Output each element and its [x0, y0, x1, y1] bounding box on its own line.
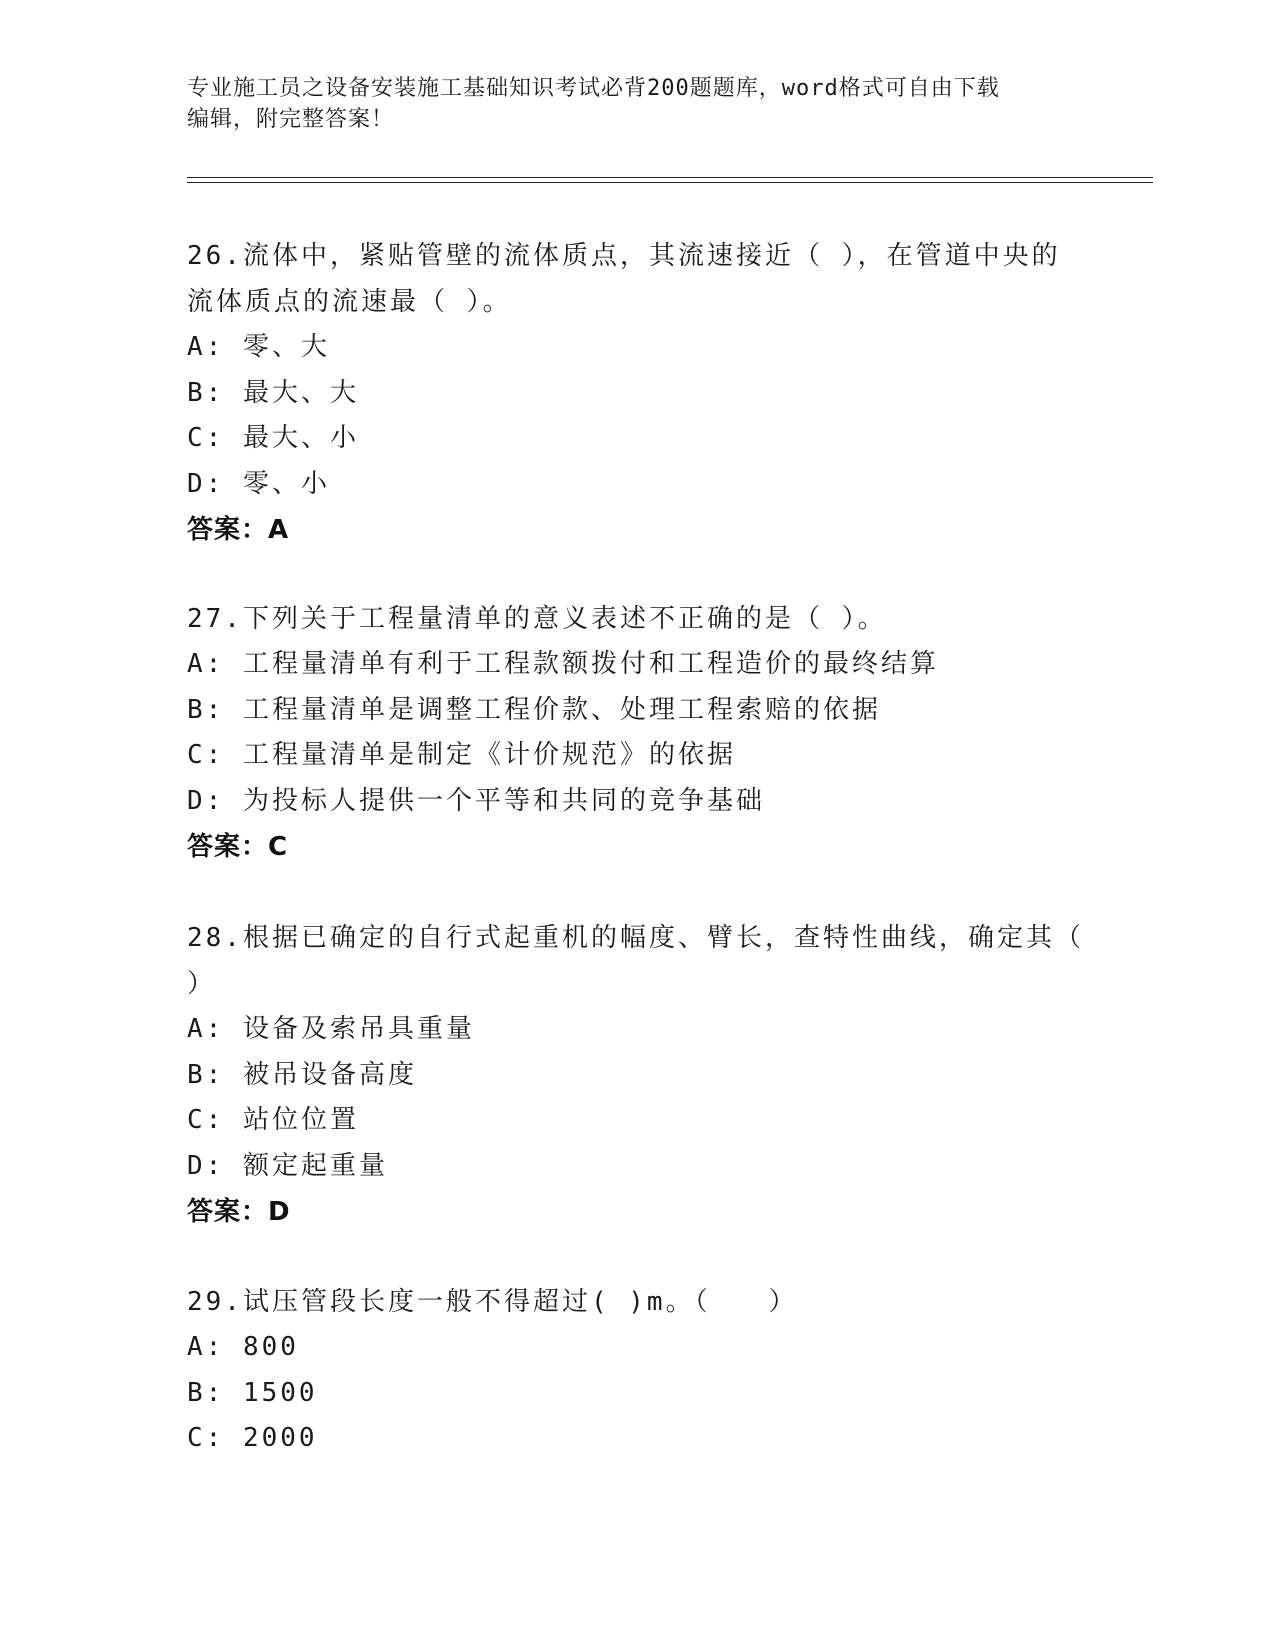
header-line-2: 编辑，附完整答案！	[187, 107, 395, 132]
question-text-line-2: ）	[187, 969, 217, 999]
option-b: B: 工程量清单是调整工程价款、处理工程索赔的依据	[187, 694, 881, 725]
option-c: C: 工程量清单是制定《计价规范》的依据	[187, 740, 736, 770]
question-text-line-1: 27.下列关于工程量清单的意义表述不正确的是（ ）。	[187, 604, 887, 634]
answer-label: 答案：C	[187, 832, 289, 862]
option-b: B: 最大、大	[187, 377, 359, 408]
question-29	[187, 1279, 1087, 1462]
question-27	[187, 596, 1087, 870]
option-d: D: 零、小	[187, 468, 330, 499]
question-text-line-1: 28.根据已确定的自行式起重机的幅度、臂长，查特性曲线，确定其（	[187, 923, 1084, 953]
answer-label: 答案：D	[187, 1197, 291, 1227]
option-a: A: 设备及索吊具重量	[187, 1014, 475, 1044]
question-text-line-1: 26.流体中，紧贴管壁的流体质点，其流速接近（ ），在管道中央的	[187, 241, 1061, 271]
header-line-1: 专业施工员之设备安装施工基础知识考试必背200题题库，word格式可自由下载	[187, 76, 1000, 101]
option-d: D: 额定起重量	[187, 1150, 388, 1181]
header-divider-top	[187, 177, 1153, 178]
question-text-line-2: 流体质点的流速最（ ）。	[187, 287, 512, 317]
option-c: C: 2000	[187, 1423, 318, 1453]
option-c: C: 最大、小	[187, 423, 359, 453]
question-28	[187, 915, 1087, 1235]
option-c: C: 站位位置	[187, 1105, 359, 1135]
question-text-line-1: 29.试压管段长度一般不得超过( )m。（ ）	[187, 1287, 798, 1317]
question-26	[187, 233, 1087, 553]
option-a: A: 800	[187, 1332, 299, 1362]
header-divider-bottom	[187, 182, 1153, 183]
document-header	[187, 73, 1087, 135]
option-a: A: 零、大	[187, 332, 330, 362]
option-a: A: 工程量清单有利于工程款额拨付和工程造价的最终结算	[187, 649, 939, 679]
option-b: B: 被吊设备高度	[187, 1059, 417, 1090]
option-b: B: 1500	[187, 1377, 318, 1408]
answer-label: 答案：A	[187, 515, 290, 545]
option-d: D: 为投标人提供一个平等和共同的竞争基础	[187, 785, 765, 816]
